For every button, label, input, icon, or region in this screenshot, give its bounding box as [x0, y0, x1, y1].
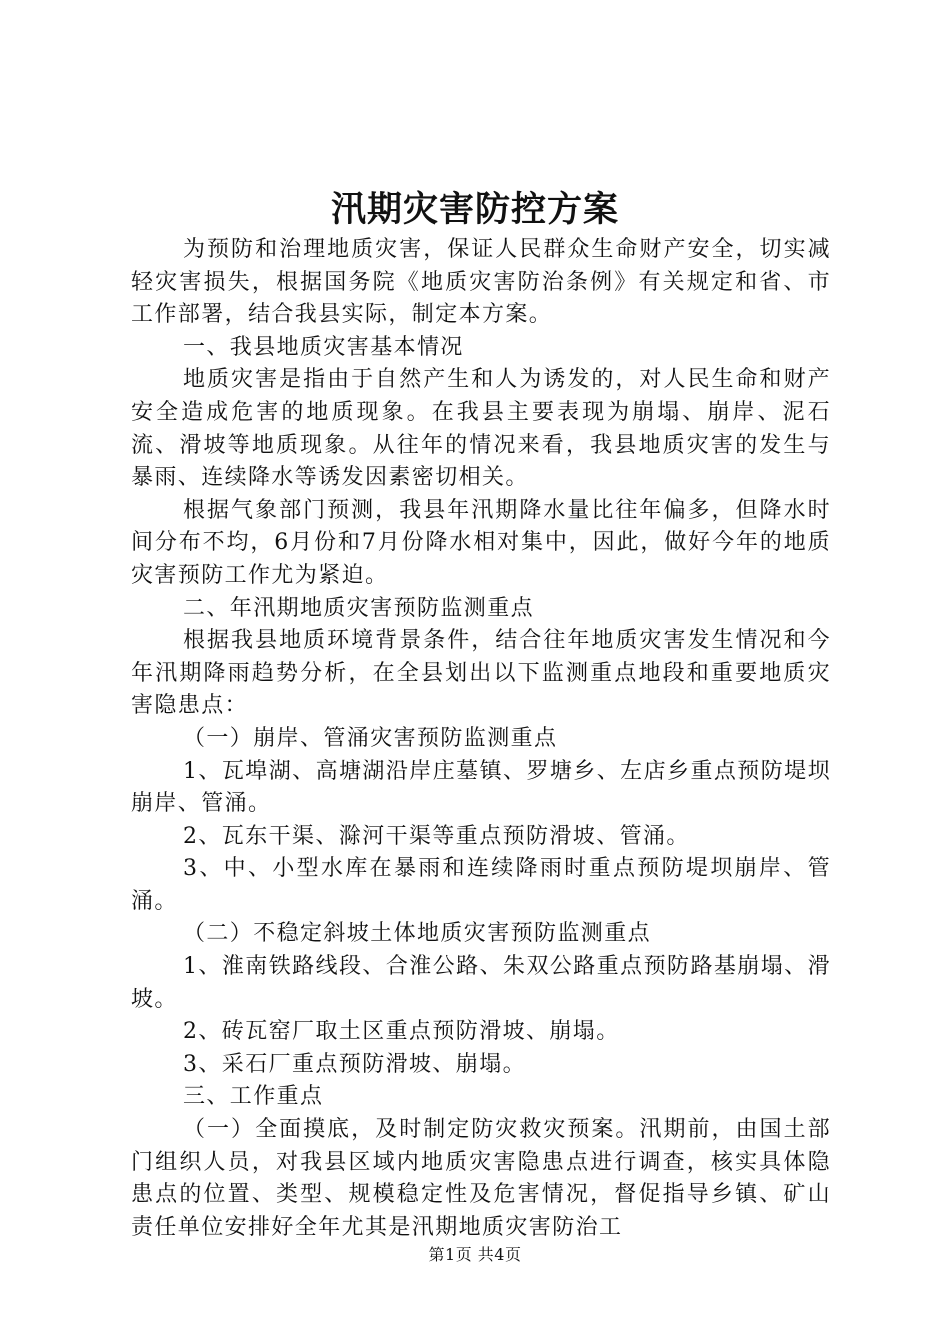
section-heading-3: 三、工作重点	[183, 1084, 324, 1110]
paragraph: （一）全面摸底，及时制定防灾救灾预案。汛期前，由国土部门组织人员，对我县区域内地质灾害隐患点进行调查，核实具体隐患点的位置、类型、规模稳定性及危害情况，督促指导乡镇、矿山责任单位安排好全年尤其是汛期地质灾害防治工	[131, 1117, 831, 1240]
document-title: 汛期灾害防控方案	[330, 189, 619, 230]
section-heading-2: 二、年汛期地质灾害预防监测重点	[183, 595, 535, 621]
list-item: 3、中、小型水库在暴雨和连续降雨时重点预防堤坝崩岸、管涌。	[131, 856, 831, 914]
list-item: 3、采石厂重点预防滑坡、崩塌。	[183, 1051, 526, 1077]
paragraph: 根据气象部门预测，我县年汛期降水量比往年偏多，但降水时间分布不均，6月份和7月份降水相对集中，因此，做好今年的地质灾害预防工作尤为紧迫。	[131, 497, 831, 588]
page-number-footer: 第1页 共4页	[428, 1245, 522, 1264]
subsection-heading: （二）不稳定斜坡土体地质灾害预防监测重点	[183, 921, 652, 947]
subsection-heading: （一）崩岸、管涌灾害预防监测重点	[183, 725, 558, 751]
paragraph: 地质灾害是指由于自然产生和人为诱发的，对人民生命和财产安全造成危害的地质现象。在我县主要表现为崩塌、崩岸、泥石流、滑坡等地质现象。从往年的情况来看，我县地质灾害的发生与暴雨、连续降水等诱发因素密切相关。	[131, 367, 831, 491]
list-item: 1、瓦埠湖、高塘湖沿岸庄墓镇、罗塘乡、左店乡重点预防堤坝崩岸、管涌。	[131, 758, 831, 817]
section-heading-1: 一、我县地质灾害基本情况	[183, 334, 464, 360]
list-item: 2、砖瓦窑厂取土区重点预防滑坡、崩塌。	[183, 1019, 620, 1045]
list-item: 2、瓦东干渠、滁河干渠等重点预防滑坡、管涌。	[183, 823, 690, 849]
list-item: 1、淮南铁路线段、合淮公路、朱双公路重点预防路基崩塌、滑坡。	[131, 954, 831, 1012]
paragraph: 根据我县地质环境背景条件，结合往年地质灾害发生情况和今年汛期降雨趋势分析，在全县划出以下监测重点地段和重要地质灾害隐患点：	[131, 628, 831, 719]
document-body	[131, 234, 831, 1244]
paragraph-intro: 为预防和治理地质灾害，保证人民群众生命财产安全，切实减轻灾害损失，根据国务院《地质灾害防治条例》有关规定和省、市工作部署，结合我县实际，制定本方案。	[131, 237, 831, 328]
